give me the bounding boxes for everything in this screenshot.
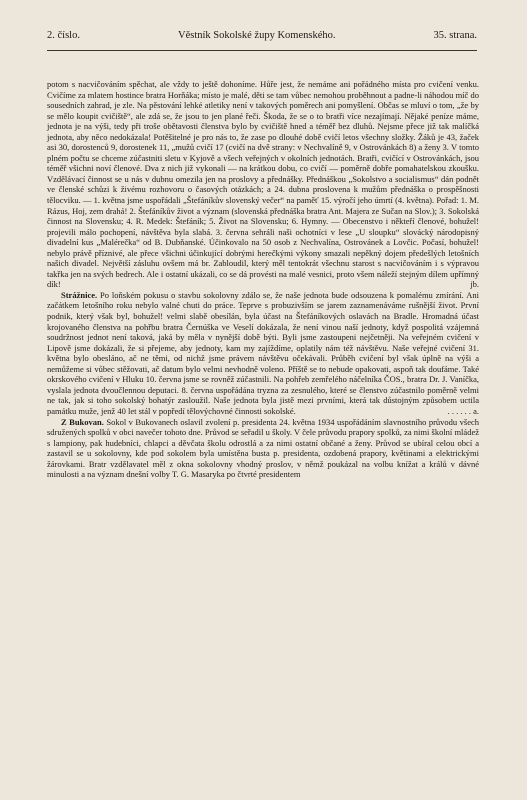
paragraph-3-text: Sokol v Bukovanech oslavil zvolení p. presidenta 24. května 1934 uspořádáním slavnostního průvodu všech sdružených spolků v obci navečer tohoto dne. Průvod se seřadil u školy. V čele průvodu prapory spolků, za nimi školní mládež s lampiony, pak hudebníci, chlapci a děvčata školu odrostlá a za nimi ostatní občané a ženy. Průvod se ubíral celou obcí a zastavil se u sokolovny, kde pod sokolem byla umístěna busta p. presidenta, ozdobená prapory, květinami a elektrickými žárovkami. Bratr vzdělavatel měl z okna sokolovny vhodný proslov, v němž poukázal na volbu knížat a králů v dávné minulosti a na význam dnešní volby T. G. Masaryka po čtvrté presidentem bbox=[47, 416, 479, 480]
paragraph-nechvalin bbox=[47, 79, 479, 290]
page-number: 2. číslo. bbox=[47, 30, 80, 41]
issue-label: 35. strana. bbox=[433, 30, 477, 41]
signature-a: . . . . . . a. bbox=[447, 405, 479, 416]
section-title-straznice: Strážnice. bbox=[61, 289, 98, 300]
paragraph-straznice bbox=[47, 290, 479, 417]
signature-jb: jb. bbox=[470, 279, 479, 290]
paragraph-1-text: potom s nacvičováním spěchat, ale vždy to ještě dohoníme. Hůře jest, že nemáme ani pořádného místa pro cvičení venku. Cvičíme za mlatem hostince bratra Horňáka; místo je malé, děti se tam vůbec nemohou proběhnout a padne-li náhodou míč do sousedních zahrad, je zle. Na pěstování lehké atletiky není v takových poměrech ani pomyšlení. Občas se mluví o tom, „že by se mělo koupit cvičiště“, ale zdá se, že jsou to jen plané řeči. Škoda, že se o to bratři více nezajímají. Nějaké peníze máme, jednota je na výši, tedy při troše obětavosti členstva bylo by cvičiště hned a téměř bez dluhů. Nejsme přece již tak malíčká jednota, aby něco nedokázala! Potěšitelné je pro nás to, že zase po dlouhé době cvičí letos všechny složky. Žáků je 43, žaček asi 30, dorostenců 9, dorostenek 11, „mužů cvičí 17 (cvičí na dvě strany: v Nechvalíně 9, v Ostrovánkách 8) a ženy 3. V tomto plném počtu se chceme zúčastniti sletu v Kyjově a všech veřejných v okolních jednotách. Bratři, cvičící v Ostrovánkách, jsou téměř všichni noví členové. Dva z nich již vykonali — na krátkou dobu, co cvičí — poměrně dobře pomahatelskou zkoušku. Vzdělávací činnost se u nás v dubnu omezila jen na proslovy a přednášky. Přednáškou „Sokolstvo a socialismus“ dán podnět ve členské schůzi k živému rozhovoru o časových otázkách; a 24. dubna proslovena k mužům přednáška o prospěšnosti tělocviku. — 1. května jsme uspořádali „Štefáníkův slovenský večer“ na paměť 15. výročí jeho úmrtí (4. května). Pořad: 1. M. Rázus, Hoj, zem drahá! 2. Štefáníkův život a význam (slovenská přednáška bratra Ant. Majera ze Sučan na Slov.); 3. Sokolská činnost na Slovensku; 4. R. Medek: Štefáník; 5. Život na Slovensku; 6. Hymny. — Obecenstvo i někteří členové, bohužel! projevili málo pochopení, návštěva byla slabá. 3. června sehráli naši ochotníci v lese „U sloupku“ slovácký národopisný divadelní kus „Malérečka“ od B. Dubňanské. Účinkovalo na 50 osob z Nechvalína, Ostrovánek a Lovčic. Počasí, bohužel! nebylo právě příznivé, ale přece všichni účinkující dobrými herečkými výkony smazali nepěkný dojem předešlých letošních našich divadel. Největší zásluhu ovšem má br. Zabloudil, který měl tentokrát všechnu starost s nacvičováním i s výpravou takřka jen na svých bedrech. Ale i ostatní ukázali, co se dá provésti na malé vesnici, proto všem náleží stejným dílem upřímný dík! bbox=[47, 79, 479, 290]
section-title-bukovany: Z Bukovan. bbox=[61, 416, 104, 427]
paragraph-2-text: Po loňském pokusu o stavbu sokolovny zdálo se, že naše jednota bude odsouzena k pomalému zmírání. Ani začátkem letošního roku nebylo valné chuti do práce. Teprve s probuzivším se jarem zaznamenáváme rušnější život. První podnik, který však byl, bohužel! velmi slabě obesílán, byla účast na Štefáníkových oslavách na Bradle. Hromadná účast krojovaného členstva na pohřbu bratra Černúška ve Veselí dokázala, že není vinou naší jednoty, když pospolitá vzájemná soudržnost jednot není taková, jaká by měla v nynější době býti. Byli jsme zastoupeni nejčetněji. Na veřejném cvičení v Lipově jsme dokázali, že si přejeme, aby jednoty, kam my zajíždíme, oplatily nám též návštěvu. Naše veřejné cvičení 31. května bylo obesláno, ač ne těmi, od nichž jsme právem návštěvu očekávali. Průběh cvičení byl však úplně na výši a nemůžeme si vůbec stěžovati, ač datum bylo velmi nevhodně voleno. Příště se to nebude opakovati, aspoň tak doufáme. Také okrskového cvičení v Hluku 10. června jsme se rovněž zúčastnili. Na pohřeb zemřelého náčelníka ČOS., bratra Dr. J. Vaníčka, vyslala jednota dvoučlennou deputaci. 8. června uspořádána tryzna za zesnulého, které se členstvo zúčastnilo poměrně velmi ne tak, jak si toho sokolský bohatýr zasloužil. Naše jednota byla jistě mezi prvními, která tak důstojným způsobem uctila památku muže, jenž 40 let stál v popředí tělovýchovné činnosti sokolské. bbox=[47, 289, 479, 416]
journal-title: Věstník Sokolské župy Komenského. bbox=[178, 30, 336, 41]
article-body bbox=[47, 79, 479, 480]
page-header bbox=[47, 30, 477, 51]
paragraph-bukovany bbox=[47, 417, 479, 480]
